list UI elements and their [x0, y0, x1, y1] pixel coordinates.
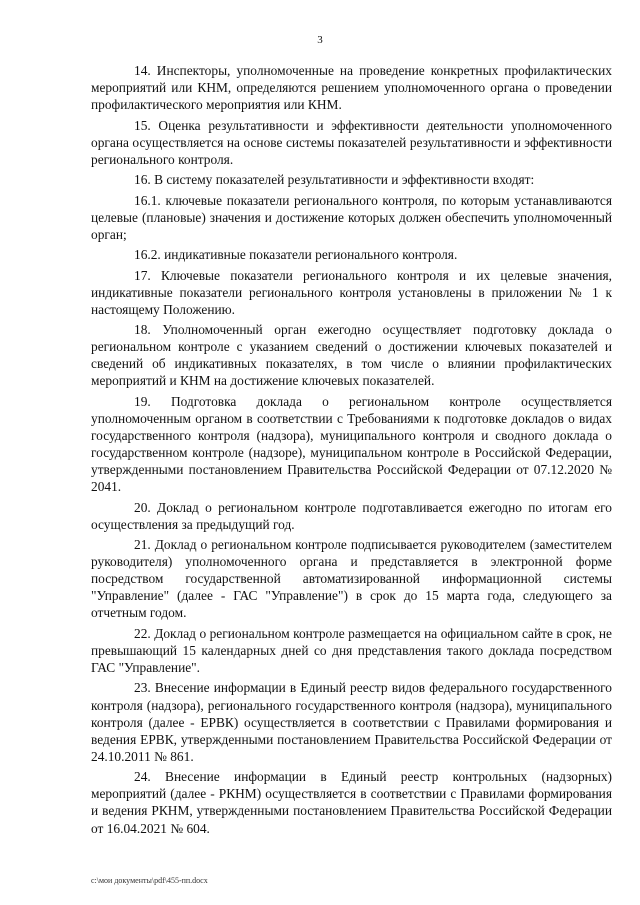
paragraph-19: 19. Подготовка доклада о региональном контроле осуществляется уполномоченным органом в соответствии с Требованиями к подготовке докладов о видах государственного контроля (надзора), муниципального контроля и сводного доклада о государственном контроле (надзоре), муниципальном контроле в Российской Федерации, утвержденными постановлением Правительства Российской Федерации от 07.12.2020 № 2041. — [91, 393, 612, 495]
paragraph-23: 23. Внесение информации в Единый реестр видов федерального государственного контроля (надзора), регионального государственного контроля (надзора), муниципального контроля (далее - ЕРВК) осуществляется в соответствии с Правилами формирования и ведения ЕРВК, утвержденными постановлением Правительства Российской Федерации от 24.10.2011 № 861. — [91, 680, 612, 764]
paragraph-16-1: 16.1. ключевые показатели регионального контроля, по которым устанавливаются целевые (плановые) значения и достижение которых должен обеспечить уполномоченный орган; — [91, 192, 612, 242]
document-body — [91, 62, 612, 840]
page-number: 3 — [317, 34, 323, 46]
paragraph-16: 16. В систему показателей результативности и эффективности входят: — [134, 172, 535, 188]
paragraph-15: 15. Оценка результативности и эффективности деятельности уполномоченного органа осуществляется на основе системы показателей результативности и эффективности регионального контроля. — [91, 117, 612, 167]
footer-file-path: c:\мои документы\pdf\455-пп.docx — [91, 876, 208, 885]
paragraph-14: 14. Инспекторы, уполномоченные на проведение конкретных профилактических мероприятий или КНМ, определяются решением уполномоченного органа о проведении профилактического мероприятия или КНМ. — [91, 63, 612, 113]
paragraph-24: 24. Внесение информации в Единый реестр контрольных (надзорных) мероприятий (далее - РКНМ) осуществляется в соответствии с Правилами формирования и ведения РКНМ, утвержденными постановлением Правительства Российской Федерации от 16.04.2021 № 604. — [91, 769, 612, 836]
paragraph-18: 18. Уполномоченный орган ежегодно осуществляет подготовку доклада о региональном контроле с указанием сведений о достижении ключевых показателей и сведений об индикативных показателях, в том числе о влиянии профилактических мероприятий и КНМ на достижение ключевых показателей. — [91, 322, 612, 389]
paragraph-20: 20. Доклад о региональном контроле подготавливается ежегодно по итогам его осуществления за предыдущий год. — [91, 499, 612, 532]
paragraph-22: 22. Доклад о региональном контроле размещается на официальном сайте в срок, не превышающий 15 календарных дней со дня представления такого доклада посредством ГАС "Управление". — [91, 625, 612, 676]
paragraph-17: 17. Ключевые показатели регионального контроля и их целевые значения, индикативные показатели регионального контроля установлены в приложении № 1 к настоящему Положению. — [91, 267, 612, 317]
paragraph-16-2: 16.2. индикативные показатели регионального контроля. — [134, 247, 458, 263]
paragraph-21: 21. Доклад о региональном контроле подписывается руководителем (заместителем руководителя) уполномоченного органа и представляется в электронной форме посредством государственной автоматизированной информационной системы "Управление" (далее - ГАС "Управление") в срок до 15 марта года, следующего за отчетным годом. — [91, 537, 612, 621]
